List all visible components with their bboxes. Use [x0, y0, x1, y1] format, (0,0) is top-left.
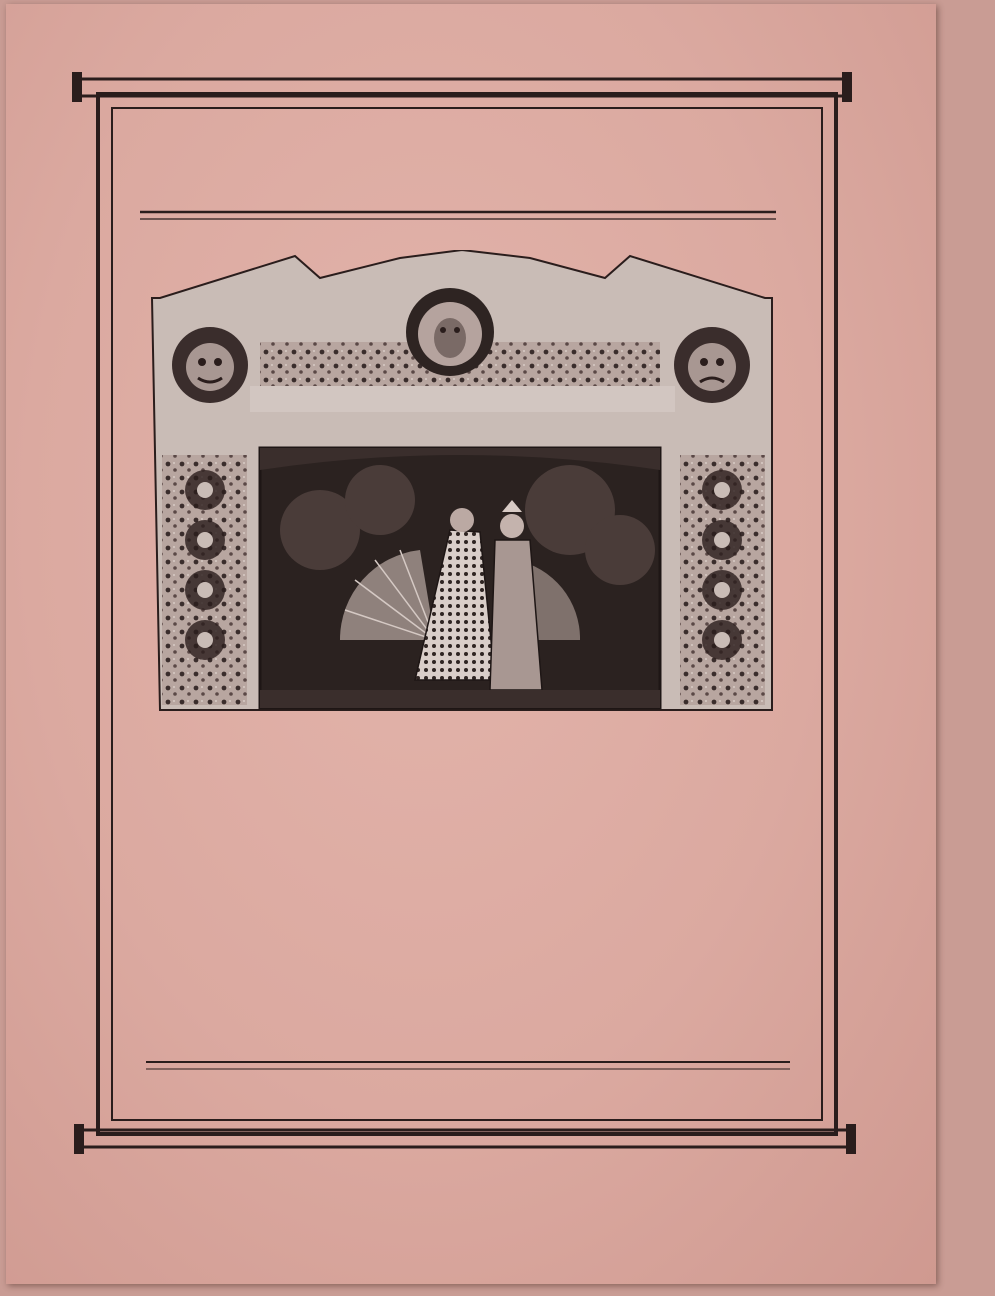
puppet-theater-illustration — [150, 250, 775, 712]
